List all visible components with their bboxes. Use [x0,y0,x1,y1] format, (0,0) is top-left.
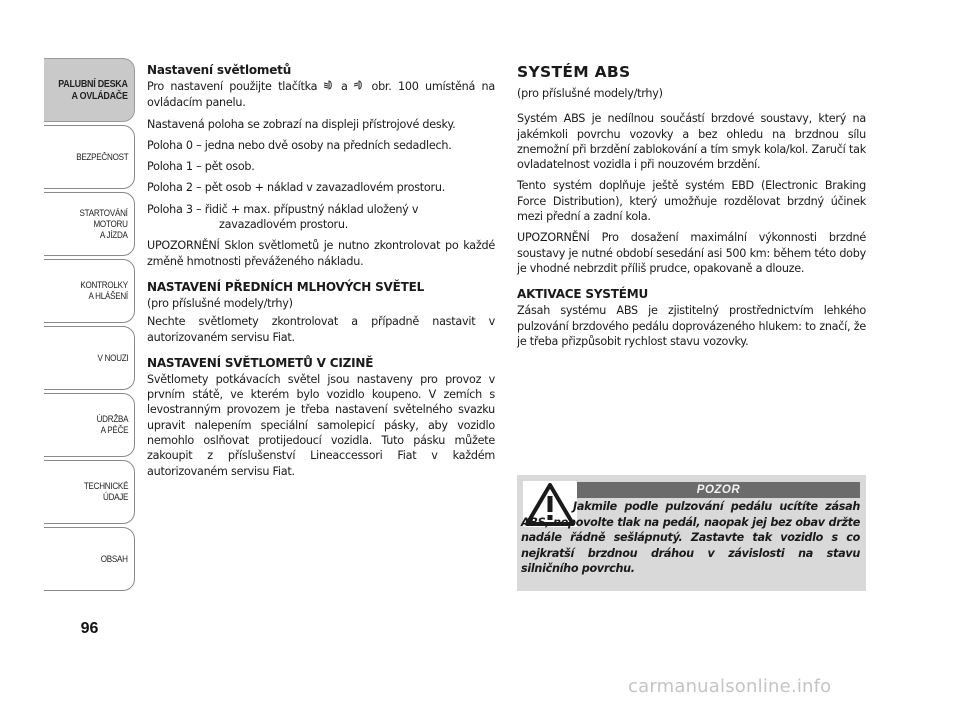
tab-kontrolky[interactable] [44,259,135,323]
paragraph: Nechte světlomety zkontrolovat a případně nastavit v autorizovaném servisu Fiat. [147,315,495,344]
heading-system-abs: SYSTÉM ABS [517,63,631,81]
tab-label: ÚDRŽBA A PÉČE [96,414,128,436]
heading-svetlomety-v-cizine: NASTAVENÍ SVĚTLOMETŮ V CIZINĚ [147,355,374,370]
tab-label: OBSAH [100,553,128,565]
paragraph: Tento systém doplňuje ještě systém EBD (Electronic Braking Force Distribution), který umožňuje rozdělovat brzdný účinek mezi přední a zadní kola. [517,179,866,224]
tab-label: KONTROLKY A HLÁŠENÍ [80,280,128,302]
heading-nastaveni-svetlometu: Nastavení světlometů [147,63,292,77]
warning-text: Jakmile podle pulzování pedálu ucítíte zásah ABS, nepovolte tlak na pedál, naopak jej bez obav držte nadále řádně sešlápnutý. Zastavte tak vozidlo s co nejkratší brzdnou dráhou v závislosti na stavu silničního povrchu. [521,500,860,575]
text-run: obr. 100 umístěná na ovládacím panelu. [147,80,495,110]
tab-bezpecnost[interactable] [44,125,135,189]
tab-technicke-udaje[interactable] [44,460,135,524]
paragraph: Světlomety potkávacích světel jsou nastaveny pro provoz v prvním státě, ve kterém bylo vozidlo koupeno. V zemích s levostranným provozem je třeba nastavení světelného svazku upravit nalepením speciální samolepicí pásky, aby vozidlo nemohlo oslňovat protijedoucí vozidla. Tuto pásku můžete zakoupit z příslušenství Lineaccessori Fiat v každém autorizovaném servisu Fiat. [147,372,495,478]
left-column [147,62,495,485]
subtitle: (pro příslušné modely/trhy) [147,296,293,310]
text-run: a [334,80,355,93]
tab-label: STARTOVÁNÍ MOTORU A JÍZDA [79,207,128,241]
subtitle: (pro příslušné modely/trhy) [517,87,663,100]
paragraph: Poloha 3 – řidič + max. přípustný náklad uložený v zavazadlovém prostoru. [147,202,419,232]
headlamp-up-icon [354,80,365,95]
chapter-sidebar [44,58,135,594]
paragraph: Zásah systému ABS je zjistitelný prostřednictvím lehkého pulzování brzdového pedálu doprovázeného hlukem: to značí, že je třeba přizpůsobit rychlost stavu vozovky. [517,304,866,348]
heading-mlhova-svetla: NASTAVENÍ PŘEDNÍCH MLHOVÝCH SVĚTEL [147,279,425,294]
paragraph: Nastavená poloha se zobrazí na displeji přístrojové desky. [147,117,456,131]
paragraph: Poloha 2 – pět osob + náklad v zavazadlovém prostoru. [147,181,446,195]
warning-title: POZOR [577,482,860,498]
paragraph: Poloha 0 – jedna nebo dvě osoby na předních sedadlech. [147,138,452,152]
tab-label: PALUBNÍ DESKA A OVLÁDAČE [58,78,128,102]
heading-aktivace-systemu: AKTIVACE SYSTÉMU [517,287,649,302]
paragraph-warning-note: UPOZORNĚNÍ Sklon světlometů je nutno zkontrolovat po každé změně hmotnosti převáženého nákladu. [147,239,495,268]
tab-v-nouzi[interactable] [44,326,135,390]
tab-palubni-deska[interactable] [44,58,135,122]
tab-startovani[interactable] [44,192,135,256]
paragraph-buttons [147,79,495,111]
text-run: Pro nastavení použijte tlačítka [147,80,324,93]
tab-label: BEZPEČNOST [75,151,128,163]
headlamp-down-icon [324,80,335,95]
tab-label: V NOUZI [97,352,128,364]
paragraph: Poloha 1 – pět osob. [147,160,255,174]
tab-label: TECHNICKÉ ÚDAJE [83,481,128,503]
page-number: 96 [80,620,99,637]
paragraph: Systém ABS je nedílnou součástí brzdové soustavy, který na jakémkoli povrchu vozovky a bez ohledu na brzdnou sílu znemožní při brzdění zablokování a tím smyk kola/kol. Zaručí tak ovladatelnost vozidla i při nouzovém brzdění. [517,112,866,172]
tab-udrzba[interactable] [44,393,135,457]
right-column [517,62,866,355]
warning-box [517,475,866,591]
paragraph-warning-note: UPOZORNĚNÍ Pro dosažení maximální výkonnosti brzdné soustavy je nutné období sesedání asi 500 km: během této doby je vhodné nebrzdit příliš prudce, opakovaně a dlouze. [517,231,866,275]
watermark: carmanualsonline.info [628,676,832,697]
tab-obsah[interactable] [44,527,135,591]
